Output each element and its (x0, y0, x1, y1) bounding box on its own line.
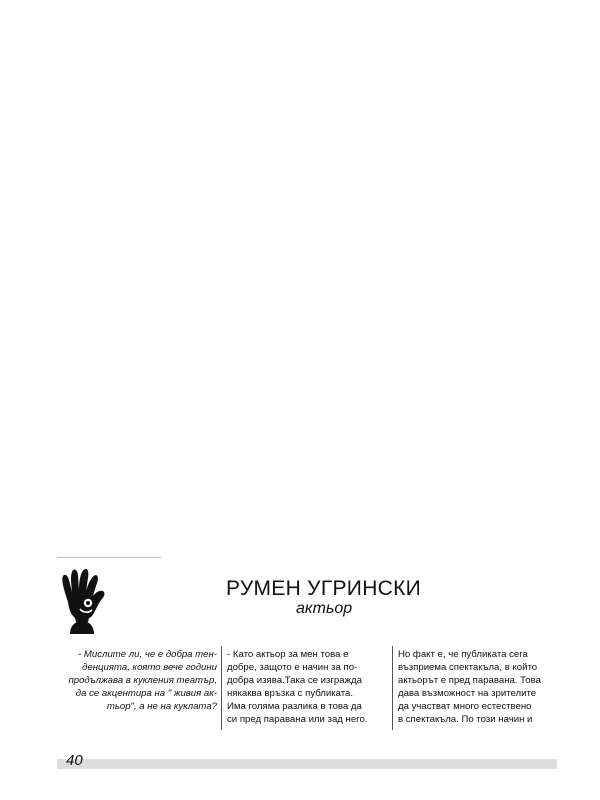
interviewee-name: РУМЕН УГРИНСКИ (226, 577, 422, 600)
answer-column-2 (398, 648, 558, 726)
text-line: Има голяма разлика в това да (227, 701, 362, 712)
text-line: денцията, която вече години (82, 662, 217, 673)
text-line: да се акцентира на " живия ак- (75, 688, 217, 699)
text-line: - Мислите ли, че е добра тен- (78, 649, 217, 660)
text-line: добре, защото е начин за по- (227, 662, 358, 673)
text-line: си пред паравана или зад него. (227, 714, 368, 725)
question-column (57, 648, 217, 713)
text-line: тьор", а не на куклата? (106, 701, 217, 712)
text-line: актьорът е пред паравана. Това (398, 675, 541, 686)
text-line: дава възможност на зрителите (398, 688, 537, 699)
column-divider (392, 646, 393, 730)
footer-bar (57, 759, 557, 769)
hand-puppet-icon (58, 566, 108, 634)
text-line: възприема спектакъла, в който (398, 662, 538, 673)
text-line: някаква връзка с публиката. (227, 688, 354, 699)
text-line: Но факт е, че публиката сега (398, 649, 528, 660)
text-line: - Като актьор за мен това е (227, 649, 349, 660)
answer-column-1 (227, 648, 387, 726)
text-line: добра изява.Така се изгражда (227, 675, 362, 686)
column-divider (221, 646, 222, 730)
interviewee-role: актьор (296, 600, 353, 617)
header-rule (57, 557, 161, 558)
page-number: 40 (66, 752, 83, 769)
text-line: в спектакъла. По този начин и (398, 714, 533, 725)
text-line: продължава в кукления театър, (68, 675, 217, 686)
text-line: да участват много естествено (398, 701, 532, 712)
